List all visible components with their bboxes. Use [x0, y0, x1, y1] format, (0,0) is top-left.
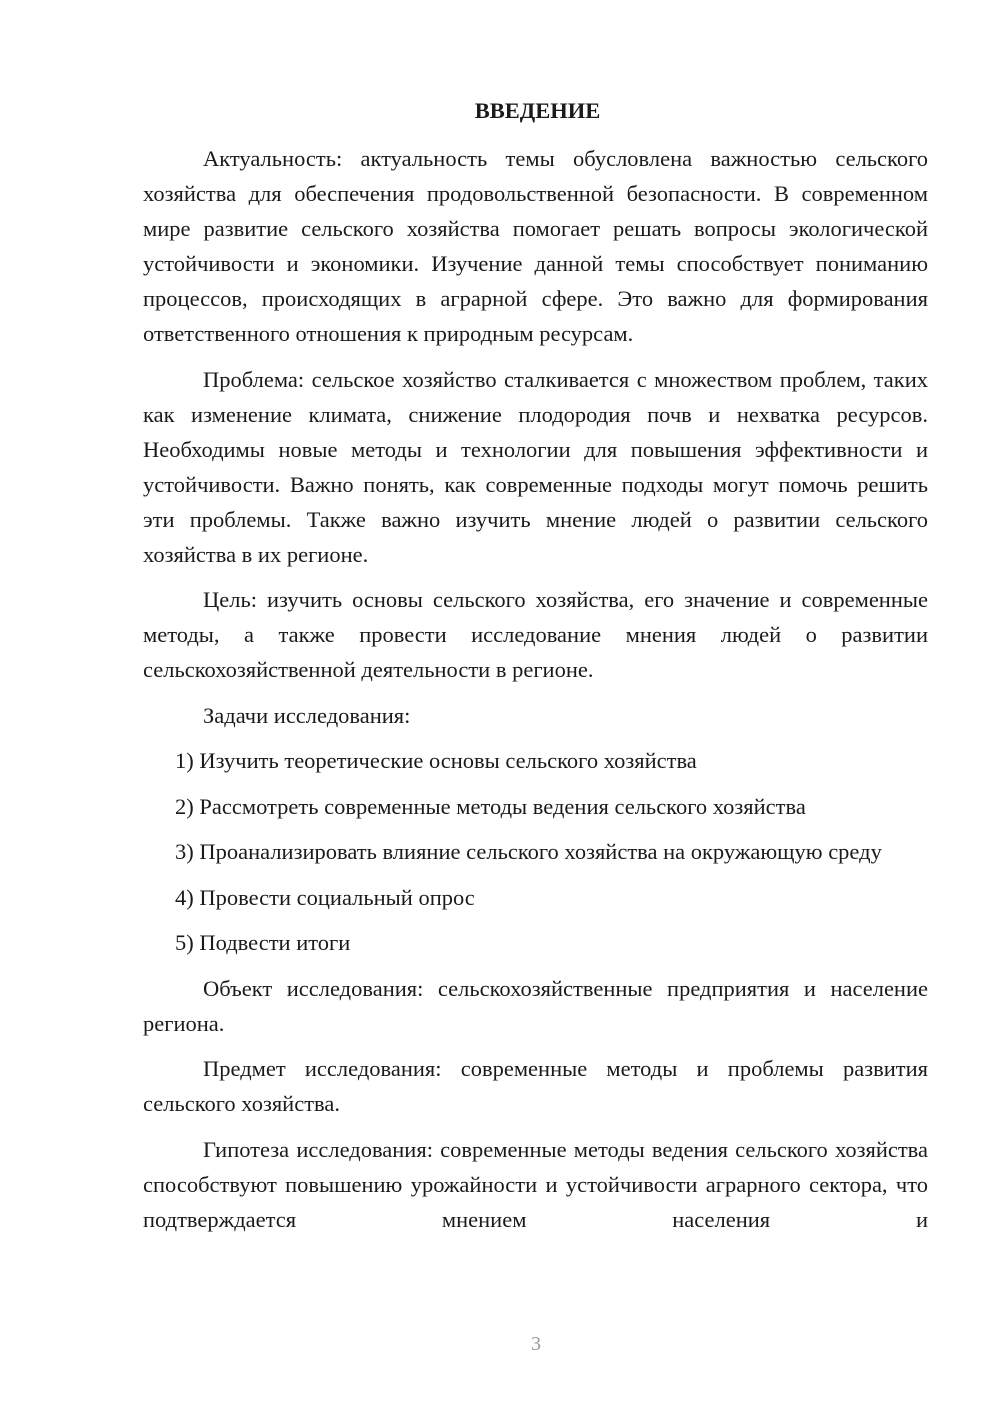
paragraph-goal: Цель: изучить основы сельского хозяйства, его значение и современные методы, а также провести исследование мнения людей о развитии сельскохозяйственной деятельности в регионе. [143, 587, 928, 682]
task-item-3: 3) Проанализировать влияние сельского хозяйства на окружающую среду [175, 839, 882, 864]
paragraph-hypothesis: Гипотеза исследования: современные методы ведения сельского хозяйства способствуют повышению урожайности и устойчивости аграрного сектора, что подтверждается мнением населения и [143, 1136, 928, 1232]
task-item-4: 4) Провести социальный опрос [175, 884, 475, 910]
paragraph-object: Объект исследования: сельскохозяйственные предприятия и население региона. [143, 975, 928, 1036]
task-item-2: 2) Рассмотреть современные методы ведения сельского хозяйства [175, 793, 806, 819]
page-number: 3 [531, 1333, 541, 1355]
task-item-1: 1) Изучить теоретические основы сельского хозяйства [175, 748, 697, 773]
paragraph-problem: Проблема: сельское хозяйство сталкивается с множеством проблем, таких как изменение климата, снижение плодородия почв и нехватка ресурсов. Необходимы новые методы и технологии для повышения эффективности и устойчивости. Важно понять, как современные подходы могут помочь решить эти проблемы. Также важно изучить мнение людей о развитии сельского хозяйства в их регионе. [143, 366, 928, 567]
paragraph-relevance: Актуальность: актуальность темы обусловлена важностью сельского хозяйства для обеспечения продовольственной безопасности. В современном мире развитие сельского хозяйства помогает решать вопросы экологической устойчивости и экономики. Изучение данной темы способствует пониманию процессов, происходящих в аграрной сфере. Это важно для формирования ответственного отношения к природным ресурсам. [143, 146, 928, 346]
task-item-5: 5) Подвести итоги [175, 930, 351, 955]
section-title: ВВЕДЕНИЕ [474, 98, 601, 123]
paragraph-subject: Предмет исследования: современные методы и проблемы развития сельского хозяйства. [143, 1056, 928, 1116]
document-body [143, 94, 928, 1247]
paragraph-tasks-heading: Задачи исследования: [203, 702, 411, 728]
